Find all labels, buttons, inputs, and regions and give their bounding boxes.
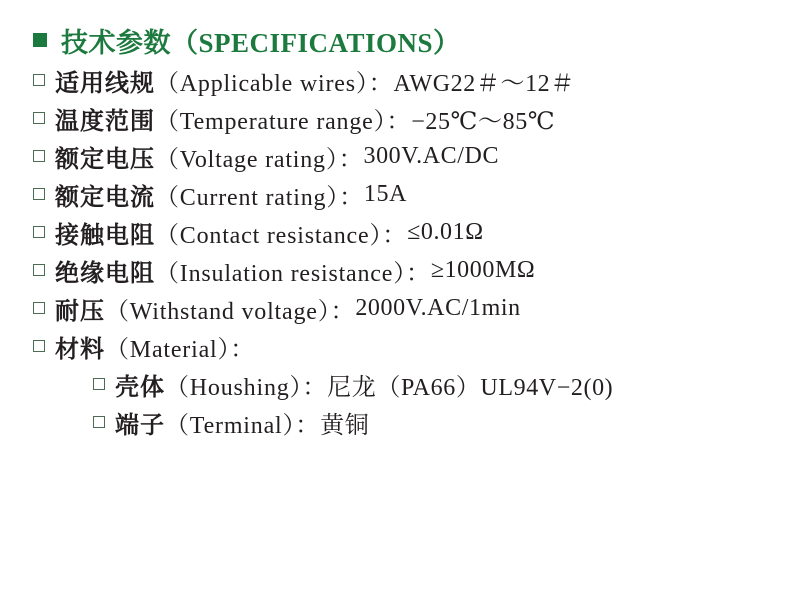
spec-item-temperature-range (33, 99, 613, 137)
spec-value: ≤0.01Ω (407, 218, 484, 245)
spec-value: 2000V.AC/1min (355, 294, 521, 321)
spec-label-en: （Houshing）： (165, 374, 328, 401)
spec-label-en: （Contact resistance）： (155, 222, 408, 249)
spec-value: 300V.AC/DC (363, 142, 500, 169)
section-heading (33, 21, 461, 59)
spec-item-withstand-voltage (33, 289, 613, 327)
spec-subitem-terminal (33, 403, 613, 441)
hollow-square-icon (33, 150, 45, 162)
spec-list (33, 61, 613, 441)
heading-title: 技术参数（SPECIFICATIONS） (61, 27, 461, 58)
spec-subitem-housing (33, 365, 613, 403)
spec-value: −25℃～85℃ (411, 108, 556, 135)
hollow-square-icon (33, 264, 45, 276)
hollow-square-icon (33, 340, 45, 352)
spec-label-en: （Applicable wires）： (155, 70, 394, 97)
spec-label-zh: 适用线规 (55, 70, 155, 97)
hollow-square-icon (33, 302, 45, 314)
spec-label-en: （Material）： (105, 336, 256, 363)
spec-label-en: （Voltage rating）： (155, 146, 364, 173)
spec-value: 15A (363, 180, 408, 207)
filled-square-icon (33, 33, 47, 47)
spec-label-en: （Insulation resistance）： (155, 260, 431, 287)
spec-item-current-rating (33, 175, 613, 213)
spec-label-zh: 耐压 (55, 298, 105, 325)
spec-item-voltage-rating (33, 137, 613, 175)
spec-label-zh: 端子 (115, 412, 165, 439)
spec-item-insulation-resistance (33, 251, 613, 289)
hollow-square-icon (33, 112, 45, 124)
hollow-square-icon (33, 74, 45, 86)
spec-value: 尼龙（PA66）UL94V−2(0) (327, 374, 614, 401)
spec-label-en: （Temperature range）： (155, 108, 412, 135)
spec-label-en: （Withstand voltage）： (105, 298, 356, 325)
spec-label-zh: 温度范围 (55, 108, 155, 135)
spec-label-zh: 材料 (55, 336, 105, 363)
hollow-square-icon (33, 188, 45, 200)
spec-item-applicable-wires (33, 61, 613, 99)
spec-label-en: （Current rating）： (155, 184, 364, 211)
spec-label-zh: 绝缘电阻 (55, 260, 155, 287)
spec-value: 黄铜 (320, 412, 370, 439)
spec-label-en: （Terminal）： (165, 412, 321, 439)
spec-value: AWG22＃～12＃ (393, 70, 575, 97)
hollow-square-icon (93, 378, 105, 390)
hollow-square-icon (33, 226, 45, 238)
spec-label-zh: 额定电压 (55, 146, 155, 173)
spec-label-zh: 额定电流 (55, 184, 155, 211)
spec-item-contact-resistance (33, 213, 613, 251)
spec-label-zh: 接触电阻 (55, 222, 155, 249)
hollow-square-icon (93, 416, 105, 428)
spec-item-material (33, 327, 613, 365)
spec-value: ≥1000MΩ (430, 256, 536, 283)
spec-label-zh: 壳体 (115, 374, 165, 401)
